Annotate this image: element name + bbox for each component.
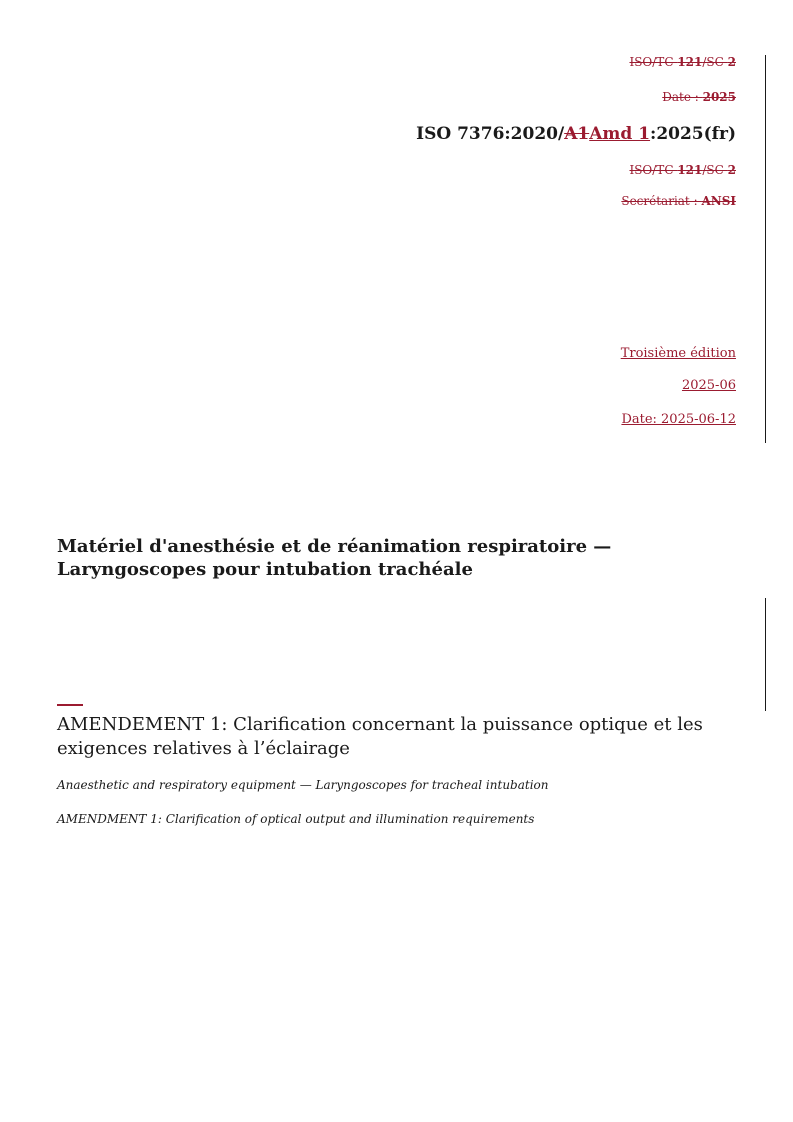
title-line-2: Laryngoscopes pour intubation trachéale [57, 559, 473, 580]
committee-tc-label: ISO/TC [629, 55, 678, 69]
change-bar-top [765, 55, 766, 443]
inserted-dash-marker [57, 704, 83, 706]
amendment-title-english: AMENDMENT 1: Clarification of optical output and illumination requirements [57, 812, 535, 826]
document-id-prefix: ISO 7376:2020/ [416, 124, 565, 144]
date-label: Date : [662, 90, 703, 104]
publication-date: 2025-06 [681, 378, 736, 393]
committee-sc-label-2: /SC [702, 163, 728, 177]
document-identifier [0, 124, 736, 144]
document-id-deleted-text: A1 [564, 124, 590, 144]
date-deleted [0, 90, 736, 104]
committee-tc-number: 121 [677, 55, 703, 69]
title-line-1: Matériel d'anesthésie et de réanimation respiratoire — [57, 536, 612, 557]
committee-sc-label: /SC [702, 55, 728, 69]
change-bar-bottom [765, 598, 766, 711]
committee-tc-number-2: 121 [677, 163, 703, 177]
secretariat-deleted [0, 194, 736, 208]
date-year: 2025 [702, 90, 736, 104]
edition-text: Troisième édition [620, 346, 736, 361]
secretariat-value: ANSI [701, 194, 736, 208]
secretariat-label: Secrétariat : [621, 194, 702, 208]
amendment-title-french: AMENDEMENT 1: Clarification concernant la puissance optique et les exigences relatives à l’éclairage [57, 714, 703, 759]
document-id-suffix: :2025(fr) [650, 124, 736, 144]
full-date: Date: 2025-06-12 [621, 412, 736, 427]
committee-reference-deleted-2 [0, 163, 736, 177]
document-title-french [57, 535, 657, 581]
committee-tc-label-2: ISO/TC [629, 163, 678, 177]
document-id-inserted-text: Amd 1 [589, 124, 651, 144]
document-title-english: Anaesthetic and respiratory equipment — Laryngoscopes for tracheal intubation [57, 778, 549, 792]
committee-reference-deleted [0, 55, 736, 69]
committee-sc-number: 2 [727, 55, 736, 69]
committee-sc-number-2: 2 [727, 163, 736, 177]
